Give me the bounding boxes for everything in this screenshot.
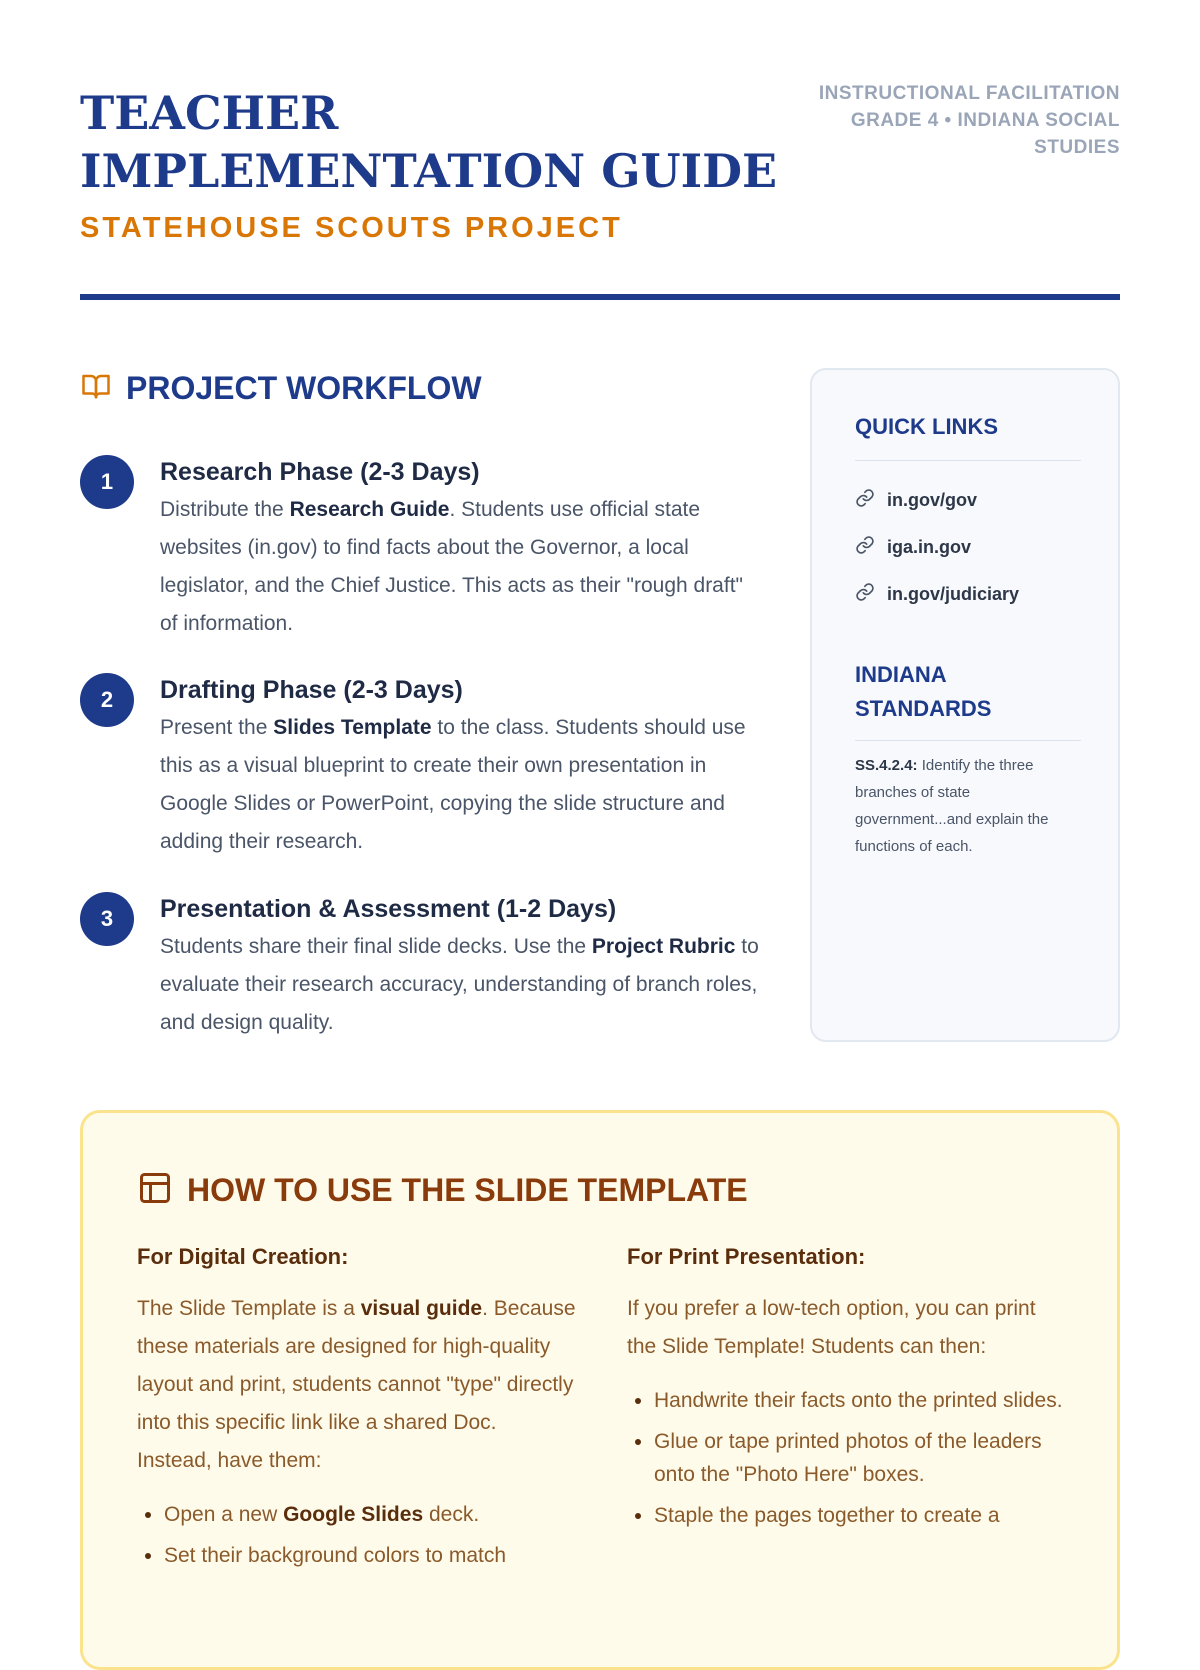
step-number-badge: 2 [80, 673, 134, 727]
digital-paragraph: The Slide Template is a visual guide. Because these materials are designed for high-quality layout and print, students cannot "type" directly into this specific link like a shared Doc. Instead, have them: [137, 1297, 576, 1472]
workflow-step [80, 455, 760, 645]
step-description: Present the Slides Template to the class. Students should use this as a visual blueprint to create their own presentation in Google Slides or PowerPoint, copying the slide structure and adding their research. [160, 716, 746, 853]
header-divider [80, 294, 1120, 300]
list-item: • Set their background colors to match [164, 1539, 577, 1572]
project-subtitle: STATEHOUSE SCOUTS PROJECT [80, 212, 623, 244]
header-meta [810, 80, 1120, 161]
step-title: Research Phase (2-3 Days) [160, 458, 480, 486]
list-item: • Handwrite their facts onto the printed slides. [654, 1384, 1067, 1417]
quick-links-divider [855, 460, 1081, 461]
list-item: • Glue or tape printed photos of the leaders onto the "Photo Here" boxes. [654, 1425, 1067, 1491]
standards-heading: INDIANA STANDARDS [855, 662, 992, 721]
template-heading-text: HOW TO USE THE SLIDE TEMPLATE [187, 1172, 748, 1208]
step-number-badge: 3 [80, 892, 134, 946]
link-icon [855, 488, 875, 513]
print-heading: For Print Presentation: [627, 1244, 866, 1269]
digital-creation-column [137, 1242, 577, 1580]
digital-steps-list [137, 1498, 577, 1572]
workflow-step [80, 892, 760, 1052]
workflow-step [80, 673, 760, 863]
print-steps-list [627, 1384, 1067, 1532]
link-in-gov-judiciary[interactable] [855, 582, 1019, 607]
link-icon [855, 582, 875, 607]
link-iga-in-gov[interactable] [855, 535, 971, 560]
step-title: Presentation & Assessment (1-2 Days) [160, 895, 617, 923]
link-text: in.gov/judiciary [887, 584, 1020, 604]
step-description: Students share their final slide decks. Use the Project Rubric to evaluate their research accuracy, understanding of branch roles, and design quality. [160, 935, 759, 1034]
print-presentation-column [627, 1242, 1067, 1540]
standards-divider [855, 740, 1081, 741]
open-book-icon [80, 371, 112, 406]
meta-grade: GRADE 4 • INDIANA SOCIAL STUDIES [850, 110, 1120, 158]
layout-icon [137, 1170, 173, 1211]
standard-description: SS.4.2.4: Identify the three branches of state government...and explain the functions of each. [855, 757, 1049, 855]
page-title: TEACHER IMPLEMENTATION GUIDE [80, 86, 778, 198]
link-text: in.gov/gov [887, 490, 977, 510]
link-in-gov-gov[interactable] [855, 488, 977, 513]
quick-links-heading: QUICK LINKS [855, 414, 998, 439]
link-text: iga.in.gov [887, 537, 972, 557]
list-item: • Staple the pages together to create a [654, 1499, 1067, 1532]
print-paragraph: If you prefer a low-tech option, you can print the Slide Template! Students can then: [627, 1297, 1036, 1358]
step-description: Distribute the Research Guide. Students use official state websites (in.gov) to find facts about the Governor, a local legislator, and the Chief Justice. This acts as their "rough draft" of information. [160, 498, 743, 635]
meta-facilitation: INSTRUCTIONAL FACILITATION [818, 83, 1120, 104]
digital-heading: For Digital Creation: [137, 1244, 349, 1269]
link-icon [855, 535, 875, 560]
template-heading [137, 1170, 748, 1211]
list-item: • Open a new Google Slides deck. [164, 1498, 577, 1531]
step-title: Drafting Phase (2-3 Days) [160, 676, 463, 704]
step-number-badge: 1 [80, 455, 134, 509]
workflow-heading-text: PROJECT WORKFLOW [126, 370, 482, 406]
standard-code: SS.4.2.4: [855, 757, 918, 774]
workflow-heading [80, 370, 482, 407]
